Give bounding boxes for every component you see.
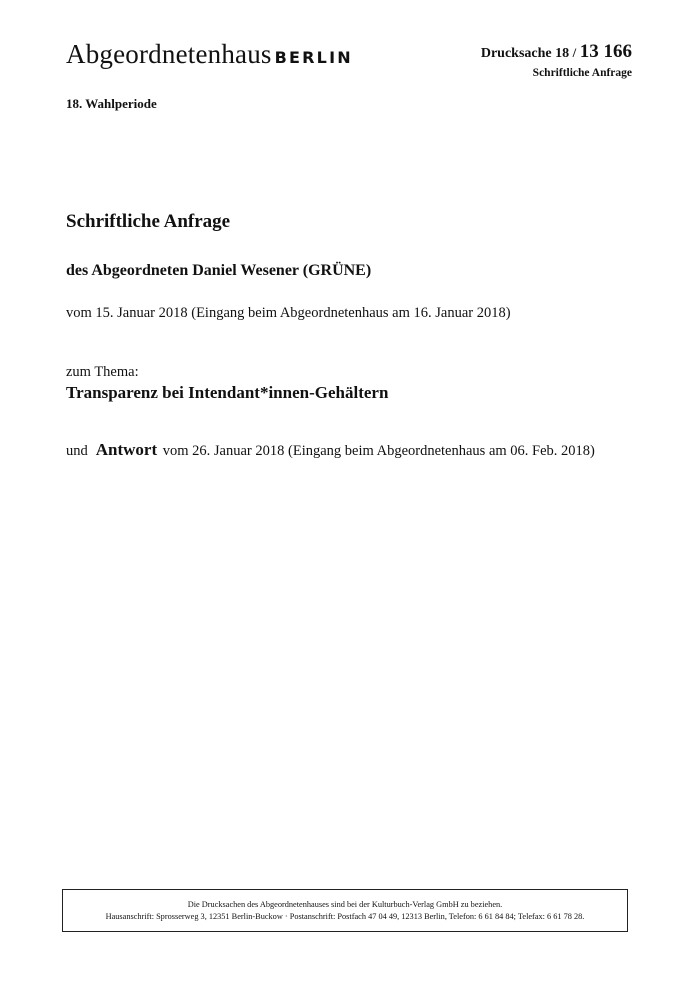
document-number-slash: / (572, 45, 577, 60)
answer-date: vom 26. Januar 2018 (Eingang beim Abgeordnetenhaus am 06. Feb. 2018) (162, 443, 595, 459)
institution-logo (66, 37, 353, 75)
submission-date: vom 15. Januar 2018 (Eingang beim Abgeordnetenhaus am 16. Januar 2018) (66, 305, 511, 321)
page-title: Schriftliche Anfrage (66, 211, 231, 232)
legislative-period: 18. Wahlperiode (66, 96, 157, 111)
answer-prefix: und (66, 443, 88, 459)
document-number-prefix: Drucksache 18 (480, 46, 570, 61)
footer-box (62, 889, 628, 932)
footer-line-1: Die Drucksachen des Abgeordnetenhauses sind bei der Kulturbuch-Verlag GmbH zu beziehen. (187, 900, 503, 909)
logo-word: Abgeordnetenhaus (66, 39, 272, 69)
document-number-value: 13 166 (579, 41, 632, 62)
topic-label: zum Thema: (66, 364, 139, 380)
answer-word: Antwort (95, 440, 158, 459)
document-type: Schriftliche Anfrage (532, 67, 632, 79)
answer-line (66, 440, 595, 460)
author-line: des Abgeordneten Daniel Wesener (GRÜNE) (66, 262, 372, 279)
footer-line-2: Hausanschrift: Sprosserweg 3, 12351 Berlin-Buckow · Postanschrift: Postfach 47 04 49, 12313 Berlin, Telefon: 6 61 84 84; Telefax: 6 61 78 28. (105, 912, 585, 921)
document-number (481, 41, 632, 63)
logo-city: BERLIN (274, 48, 353, 67)
topic-title: Transparenz bei Intendant*innen-Gehältern (66, 383, 389, 402)
